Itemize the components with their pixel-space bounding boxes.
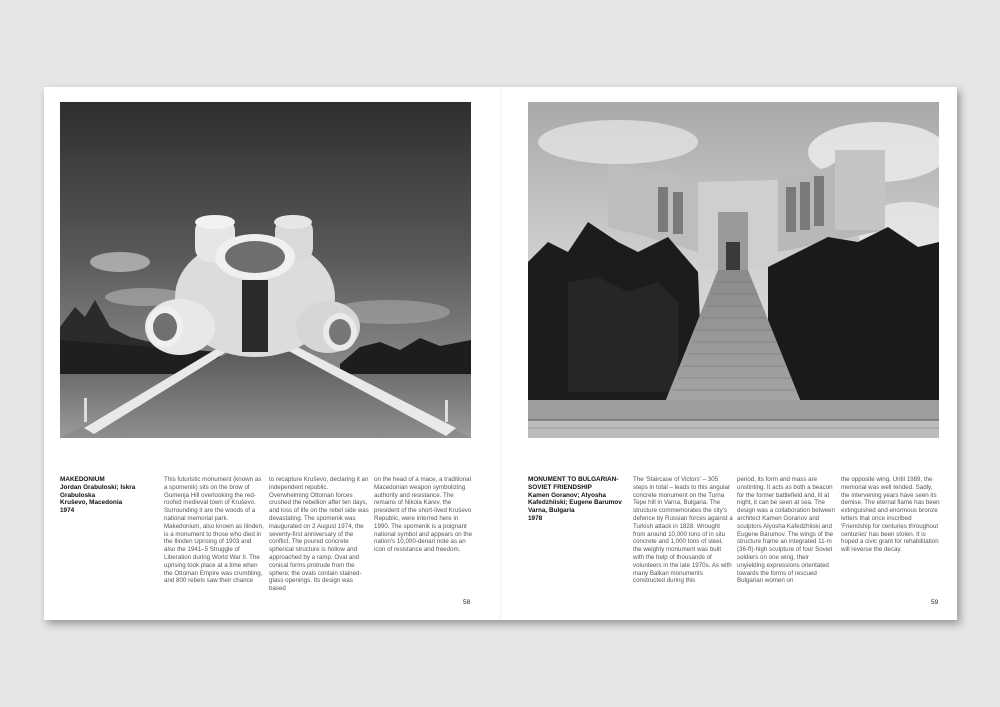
caption-authors-cont: Kafedzhiiski; Eugene Barumov bbox=[528, 499, 622, 507]
caption-makedonium bbox=[60, 476, 164, 515]
right-text-column-2: period, its form and mass are unstinting. It acts as both a beacon for the former battlefield and, lit at night, it can be seen at sea. The design was a collaboration between architect Kamen Goranov and sculptors Alyosha Kafedzhiiski and Eugene Barumov. The wings of the structure frame an integrated 11-m (36-ft)-high sculpture of four Soviet soldiers on one wing, their unyielding expressions orientated towards the forms of rescued Bulgarian women on bbox=[737, 476, 836, 585]
caption-authors: Kamen Goranov; Alyosha bbox=[528, 491, 606, 499]
caption-year: 1978 bbox=[528, 514, 543, 522]
left-text-column-3: on the head of a mace, a traditional Macedonian weapon symbolizing authority and resistance. The remains of Nikola Karev, the president of the short-lived Kruševo Republic, were interred here in 1990. The spomenik is a poignant national symbol and appears on the nation's 10,000-denari note as an icon of resistance and freedom. bbox=[374, 476, 473, 554]
book-spread bbox=[44, 87, 957, 620]
caption-title: MONUMENT TO BULGARIAN- bbox=[528, 476, 619, 483]
caption-title-cont: SOVIET FRIENDSHIP bbox=[528, 483, 592, 491]
photo-bulgarian-soviet-friendship bbox=[528, 102, 939, 438]
left-text-column-1: This futuristic monument (known as a spomenik) sits on the brow of Gumenja Hill overlooking the red-roofed medieval town of Kruševo. Surrounding it are the woods of a national memorial park. Makedonium, also known as Ilinden, is a monument to those who died in the Ilinden Uprising of 1903 and also the 1941–5 Struggle of Liberation during World War II. The uprising took place at a time when the Ottoman Empire was crumbling, and 800 rebels saw their chance bbox=[164, 476, 264, 585]
caption-location: Varna, Bulgaria bbox=[528, 507, 575, 515]
photo-makedonium bbox=[60, 102, 471, 438]
page-number-left: 58 bbox=[463, 599, 471, 606]
caption-authors: Jordan Grabuloski; Iskra bbox=[60, 483, 136, 491]
caption-title: MAKEDONIUM bbox=[60, 476, 105, 483]
caption-location: Kruševo, Macedonia bbox=[60, 499, 123, 507]
gutter-shadow bbox=[500, 87, 502, 620]
right-text-column-3: the opposite wing. Until 1989, the memorial was well tended. Sadly, the intervening years have seen its demise. The eternal flame has been extinguished and enormous bronze letters that once inscribed 'Friendship for centuries throughout centuries' has been stolen. It is hoped a civic grant for rehabilitation will reverse the decay. bbox=[841, 476, 940, 554]
caption-bulgarian-soviet-friendship bbox=[528, 476, 632, 523]
right-text-column-1: The 'Staircase of Victors' – 305 steps in total – leads to this angular concrete monument on the Turna Tepe hill in Varna, Bulgaria. The structure commemorates the city's defence by Russian forces against a Turkish attack in 1828. Wrought from around 10,000 tons of in situ concrete and 1,000 tons of steel, the weighty monument was built with the help of thousands of volunteers in the late 1970s. As with many Balkan monuments constructed during this bbox=[633, 476, 733, 585]
caption-authors-cont: Grabuloska bbox=[60, 491, 96, 499]
caption-year: 1974 bbox=[60, 507, 75, 515]
page-number-right: 59 bbox=[931, 599, 939, 606]
left-text-column-2: to recapture Kruševo, declaring it an independent republic. Overwhelming Ottoman forces crushed the rebellion after ten days, and loss of life on the rebel side was devastating. The spomenik was inaugurated on 2 August 1974, the seventy-first anniversary of the conflict. The poured concrete spherical structure is hollow and approached by a ramp. Oval and conical forms protrude from the sphere; the ovals contain stained-glass openings. Its design was based bbox=[269, 476, 369, 593]
